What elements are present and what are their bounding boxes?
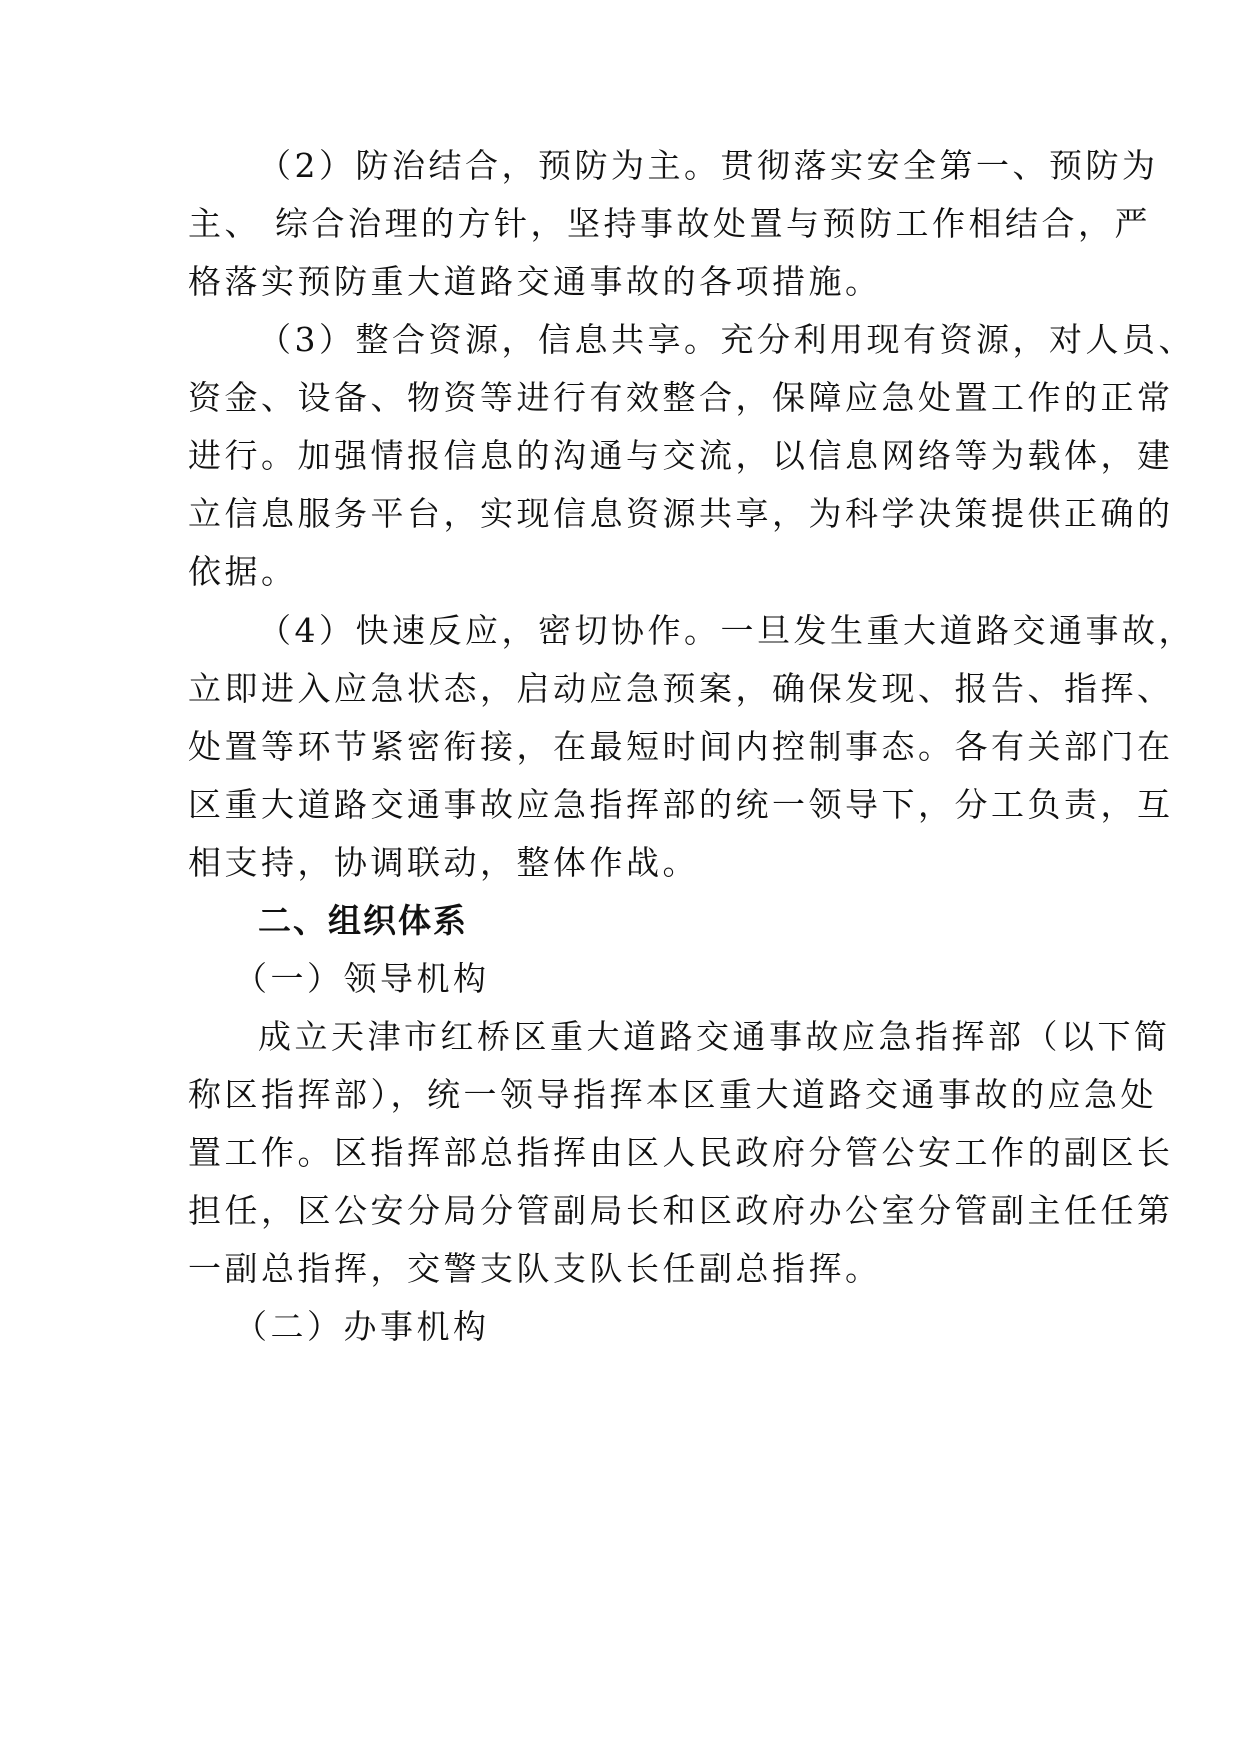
section-heading-organization: 二、组织体系	[258, 901, 468, 940]
paragraph-4-line-4: 区重大道路交通事故应急指挥部的统一领导下，分工负责，互	[188, 785, 1174, 824]
paragraph-3-line-4: 立信息服务平台，实现信息资源共享，为科学决策提供正确的	[188, 494, 1174, 533]
paragraph-4-line-5: 相支持，协调联动，整体作战。	[188, 843, 699, 882]
subsection-heading-office: （二）办事机构	[234, 1307, 490, 1346]
paragraph-5-line-3: 置工作。区指挥部总指挥由区人民政府分管公安工作的副区长	[188, 1133, 1174, 1172]
paragraph-5-line-5: 一副总指挥，交警支队支队长任副总指挥。	[188, 1249, 882, 1288]
paragraph-3-line-2: 资金、设备、物资等进行有效整合，保障应急处置工作的正常	[188, 378, 1174, 417]
paragraph-2-line-3: 格落实预防重大道路交通事故的各项措施。	[188, 262, 882, 301]
paragraph-4-line-1: （4）快速反应，密切协作。一旦发生重大道路交通事故，	[258, 611, 1195, 650]
paragraph-4-line-3: 处置等环节紧密衔接，在最短时间内控制事态。各有关部门在	[188, 727, 1174, 766]
paragraph-2-line-2: 主、 综合治理的方针，坚持事故处置与预防工作相结合，严	[188, 204, 1151, 243]
paragraph-5-line-1: 成立天津市红桥区重大道路交通事故应急指挥部（以下简	[258, 1017, 1171, 1056]
paragraph-4-line-2: 立即进入应急状态，启动应急预案，确保发现、报告、指挥、	[188, 669, 1174, 708]
paragraph-3-line-1: （3）整合资源，信息共享。充分利用现有资源，对人员、	[258, 320, 1195, 359]
paragraph-3-line-5: 依据。	[188, 552, 298, 591]
paragraph-3-line-3: 进行。加强情报信息的沟通与交流，以信息网络等为载体，建	[188, 436, 1174, 475]
subsection-heading-leadership: （一）领导机构	[234, 959, 490, 998]
paragraph-5-line-4: 担任，区公安分局分管副局长和区政府办公室分管副主任任第	[188, 1191, 1174, 1230]
paragraph-5-line-2: 称区指挥部），统一领导指挥本区重大道路交通事故的应急处	[188, 1075, 1157, 1114]
paragraph-2-line-1: （2）防治结合，预防为主。贯彻落实安全第一、预防为	[258, 146, 1159, 185]
